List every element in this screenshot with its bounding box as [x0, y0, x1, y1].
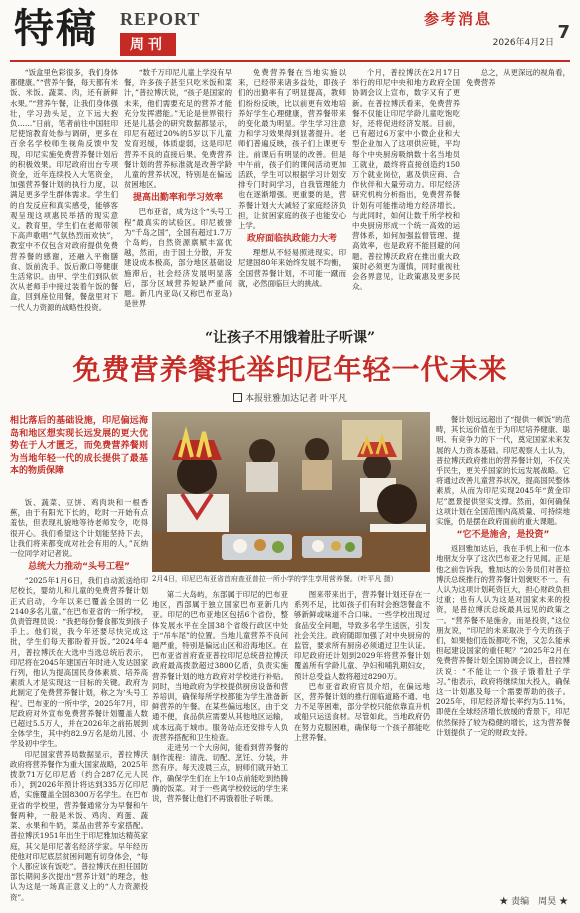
right-column-b-text: 返回雅加达后，我在手机上和一位本地朋友分享了这次巴布亚之行见闻。正是他之前告诉我，雅加达的公务员们对普拉博沃总统推行的营养餐计划褒贬不一。有人认为这项计划耗资巨大，担心财政负担过重；也有人认为这是对国家未来的投资，是普拉博沃总统最具远见的政策之一。“营养餐不是施舍，而是投资，”这位朋友说，“印尼的未来取决于今天的孩子们，如果他们连饭都吃不饱，又怎么能承担起建设国家的重任呢？”2025年2月在免费营养餐计划全国协调会议上，普拉博沃说：“不能让一个孩子饿着肚子学习。”他表示，政府将继续加大投入，确保这一计划惠及每一个需要帮助的孩子。2025年，印尼经济增长率约为5.11%。即使在全球经济增长放缓的背景下，印尼依然保持了较为稳健的增长，这为营养餐计划提供了一定的财政支持。	[436, 544, 570, 737]
right-column	[436, 415, 570, 895]
top-column-3b-text: 理想从不轻易照进现实。印尼建国80年来始终发展不均衡，全国营养餐计划，不可能一蹴而就，必然面临巨大的挑战。	[238, 248, 346, 288]
middle-column-b-text: 走进另一个大房间，能看到营养餐的制作流程：清洗、切配、烹饪、分装，井然有序。每天凌晨三点，厨师们就开始工作，确保学生们在上午10点前能吃到热腾腾的饭菜。对于一些离学校较远的学生来说，营养餐让他们不再饿着肚子听课。	[152, 743, 288, 804]
left-column	[10, 498, 148, 903]
subhead-governance: 政府面临执政能力大考	[246, 234, 337, 245]
top-column-4-text: 个月，普拉博沃在2月17日举行的印尼中央和地方政府全国协调会议上宣布，数字又有了更新。在普拉博沃看来，免费营养餐不仅能让印尼学龄儿童吃饱吃好，还将促进经济发展。目前，已有超过6万家中小微企业和大型企业加入了这项供应链，平均每个中央厨房吸纳数十名当地员工就业，最终将直接创造约150万个就业岗位，惠及供应商、合作伙伴和大量劳动力。印尼经济研究机构分析指出，免费营养餐计划有可能推动地方经济增长。与此同时，如何让数千所学校和中央厨房形成一个统一高效的运营体系，如何加强监督管理、提高效率，也是政府不能回避的问题。普拉博沃政府在推出重大政策时必须更为谨慎，同时重视社会各界意见，让政策惠及更多民众。	[352, 68, 460, 292]
photo-students-eating	[152, 412, 430, 572]
masthead-rule	[10, 60, 570, 62]
top-column-1-text: “饭盒里色彩很多，我们身体都健康。”“营养午餐，每天都有米饭、米饭、蔬菜、肉，还有新鲜水果。”“营养午餐，让我们身体强壮，学习劲头足，立下远大抱负……”日前，笔者前往中国驻印尼使馆教育处参与调研，更多在百余名学校师生视角反馈中发现，印尼实施免费营养餐计划后的积极效果。印尼政府出台专项资金，近年连续投入大笔资金，加强营养餐计划的执行力度，以满足更多学生群体需求。学生们的自发反应和真实感受，能够客观呈现这项惠民举措的现实意义。教育里，学生们在老师带领下高声歌唱“气氛热烈而欢快”，教室中不仅包含对政府提供免费营养餐的感谢，还融入平衡膳食、饭前洗手、饭后漱口等健康生活常识。由甲、学生们到队依次从老师手中接过装着午饭的餐盒，回到座位用餐，餐盘里对下一代人力资源的战略性投资。	[10, 68, 118, 312]
subhead-attendance: 提高出勤率和学习效率	[132, 193, 223, 204]
editor-credit: ★ 责编 周昊 ★	[499, 897, 568, 907]
top-column-2b-text: 巴布亚省，成为这个“头号工程”最真实的试验区。印尼被誉为“千岛之国”，全国有超过1.7万个岛屿，自然资源禀赋丰富优越，然而，由于国土分散，开发建设成本极高，部分地区基础设施滞后，社会经济发展明显落后，部分区域营养短缺严重问题。新几内亚岛(又称巴布亚岛)是世界	[124, 207, 232, 309]
paper-logo: 参考消息	[423, 10, 492, 28]
article-kicker: “让孩子不用饿着肚子听课”	[204, 330, 376, 346]
lead-summary: 相比落后的基础设施，印尼偏远海岛和地区想实现长远发展的更大优势在于人才匮乏，而免费营养餐则为当地年轻一代的成长提供了最基本的物质保障	[10, 416, 148, 476]
top-column-2-text: “数千万印尼儿童上学没有早餐，许多孩子甚至只吃米饭和菜汁，”普拉博沃说，“孩子是国家的未来，他们需要充足的营养才能充分发挥潜能。”无论是世界银行还是儿基会的研究数据都显示，印尼有超过20%的5岁以下儿童发育迟缓，体质虚弱，这是印尼营养不良的直接后果。免费营养餐计划的营养标准就是改善学龄儿童的营养状况，特别是在偏远贫困地区。	[124, 68, 232, 190]
top-column-5	[466, 68, 570, 318]
top-column-3-text: 免费营养餐在当地实施以来，已经带来诸多益处，即孩子们的出勤率有了明显提高，教师们纷纷反映，比以前更有效地培养好学生心理健康，营养餐带来的变化最为明显。学生学习注意力和学习效果得到显著提升。老师们普遍反映，孩子们上课更专注。前课后有明显的改善。但是中午前，孩子们的课间活动更加活跃，学生可以根据学习计划安排专门时间学习，自我管理能力也在逐渐增强。更重要的是，营养餐计划大大减轻了家庭经济负担，让贫困家庭的孩子也能安心上学。	[238, 68, 346, 231]
photo-caption: 2月4日，印尼巴布亚省首府查亚普拉一所小学的学生享用营养餐。（叶平凡 摄）	[152, 575, 398, 583]
top-column-3	[238, 68, 346, 318]
issue-date: 2026年4月2日	[492, 38, 554, 48]
middle-column-a-text: 第二大岛屿，东部属于印尼的巴布亚地区，西部属于独立国家巴布亚新几内亚。印尼的巴布亚地区包括6个省份，整体发展水平在全国38个省级行政区中处于“吊车尾”的位置。当地儿童营养不良问题严重，特别是偏远山区和沿海地区。在巴布亚省首府查亚普拉印尼总统普拉博沃政府最高拨款超过3800亿盾，负责实施营养餐计划的地方政府对学校进行补贴。同时，当地政府为学校提供厨房设备和营养培训，确保每所学校都能为学生准备新鲜营养的午餐。在某些偏远地区，由于交通不便，食品供应需要从其他地区运输，成本远高于城市。服务站点还安排专人负责营养搭配和卫生检查。	[152, 590, 288, 742]
left-column-c-text: 印尼国家营养局数据显示，普拉博沃政府将营养餐作为重大国家战略，2025年拨款71万亿印尼盾（约合287亿元人民币），到2026年预计将达到335万亿印尼盾，实施覆盖全国8300万名学生。在巴布亚省的学校里，营养餐通常分为早餐和午餐两种，一般是米饭、鸡肉、鸡蛋、蔬菜、水果和牛奶，菜品由营养专家搭配。普拉博沃1951年出生于印尼雅加达精英家庭，其父是印尼著名经济学家。早年经历使他对印尼底层贫困问题有切身体会，“每个人都应该有饭吃”。普拉博沃在担任国防部长期间多次提出“营养计划”的理念，他认为这是一场真正意义上的“人力资源投资”。	[10, 749, 148, 902]
middle-column-1	[152, 590, 288, 903]
weekly-label: 周刊	[120, 33, 176, 56]
top-column-1	[10, 68, 118, 318]
report-label: REPORT	[120, 9, 201, 29]
page-number: 7	[557, 22, 570, 43]
section-title: 特稿	[14, 5, 98, 52]
right-column-a-text: 餐计划远远超出了“提供一顿饭”的范畴，其长远价值在于为印尼培养健康、聪明、有竞争力的下一代，奠定国家未来发展的人力资本基础。印尼观察人士认为，普拉博沃政府推出的营养餐计划，不仅关乎民生，更关乎国家的长远发展战略。它将通过改善儿童营养状况，提高国民整体素质，从而为印尼实现2045年“黄金印尼”愿景提供坚实支撑。然而，如何确保这项计划在全国范围内高质量、可持续地实施，仍是摆在政府面前的重大课题。	[436, 415, 570, 527]
byline-text: 本报驻雅加达记者 叶平凡	[245, 394, 347, 404]
byline-box-icon	[233, 393, 242, 402]
left-column-b-text: “2025年1月6日，我们自动派送给印尼校长，婴幼儿和儿童的免费营养餐计划正式启动，今年以来已覆盖全国的一亿2140多名儿童。”在巴布亚省的一所学校，负责管理员说：“我把每份餐食都发到孩子手上。他们说，我今年还要尽快完成这批，学生们每天都盼着开饭。”2024年4月，普拉博沃在大选中当选总统后表示，印尼将在2045年建国百年时进入发达国家行列，他认为提高国民身体素质、培养高素质人才是实现这一目标的关键。政府为此制定了免费营养餐计划，称之为‘头号工程’。巴布亚的一所中学，2025年7月，印尼政府对外宣布免费营养餐计划覆盖人数已超过5.5万人，并在2026年之前拓展到全体学生，其中约82.9万名是幼儿园、小学及初中学生。	[10, 576, 148, 749]
left-column-a-text: 饭、蔬菜、豆饼、鸡肉块和一根香蕉，由于有阳光下长的，吃时一开始有点羞怯，但表现礼貌地等待老师发令，吃得很开心。我们希望这个计划能坚持下去，让我们将来都变成对社会有用的人，”瓦纳一位同学对记者说。	[10, 498, 148, 559]
subhead-president: 总统大力推动“头号工程”	[28, 562, 130, 573]
top-column-5-text: 总之，从更深远的视角看，免费营养	[466, 68, 570, 88]
byline	[0, 391, 580, 404]
photo-illustration	[152, 412, 430, 572]
subhead-investment: “它不是施舍，是投资”	[456, 530, 550, 541]
top-column-4	[352, 68, 460, 318]
article-headline: 免费营养餐托举印尼年轻一代未来	[72, 353, 508, 386]
middle-column-c-text: 图来带来出于，营养餐计划还存在一系列不足，比如孩子们有时会抱怨餐盒不够新鲜或味道不合口味。一些学校出现过食品安全问题，导致多名学生送医，引发社会关注。政府随即加强了对中央厨房的监管，要求所有厨房必须通过卫生认证。印尼政府还计划到2029年将营养餐计划覆盖所有学龄儿童、孕妇和哺乳期妇女，预计总受益人数将超过8290万。	[294, 590, 430, 681]
middle-column-2	[294, 590, 430, 903]
middle-column-d-text: 巴布亚省政府官员介绍，在偏远地区，营养餐计划的推行面临道路不通、电力不足等困难，部分学校只能依靠直升机或船只运送食材。尽管如此，当地政府仍在努力克服困难，确保每一个孩子都能吃上营养餐。	[294, 681, 430, 742]
masthead	[0, 0, 580, 62]
top-column-2	[124, 68, 232, 318]
